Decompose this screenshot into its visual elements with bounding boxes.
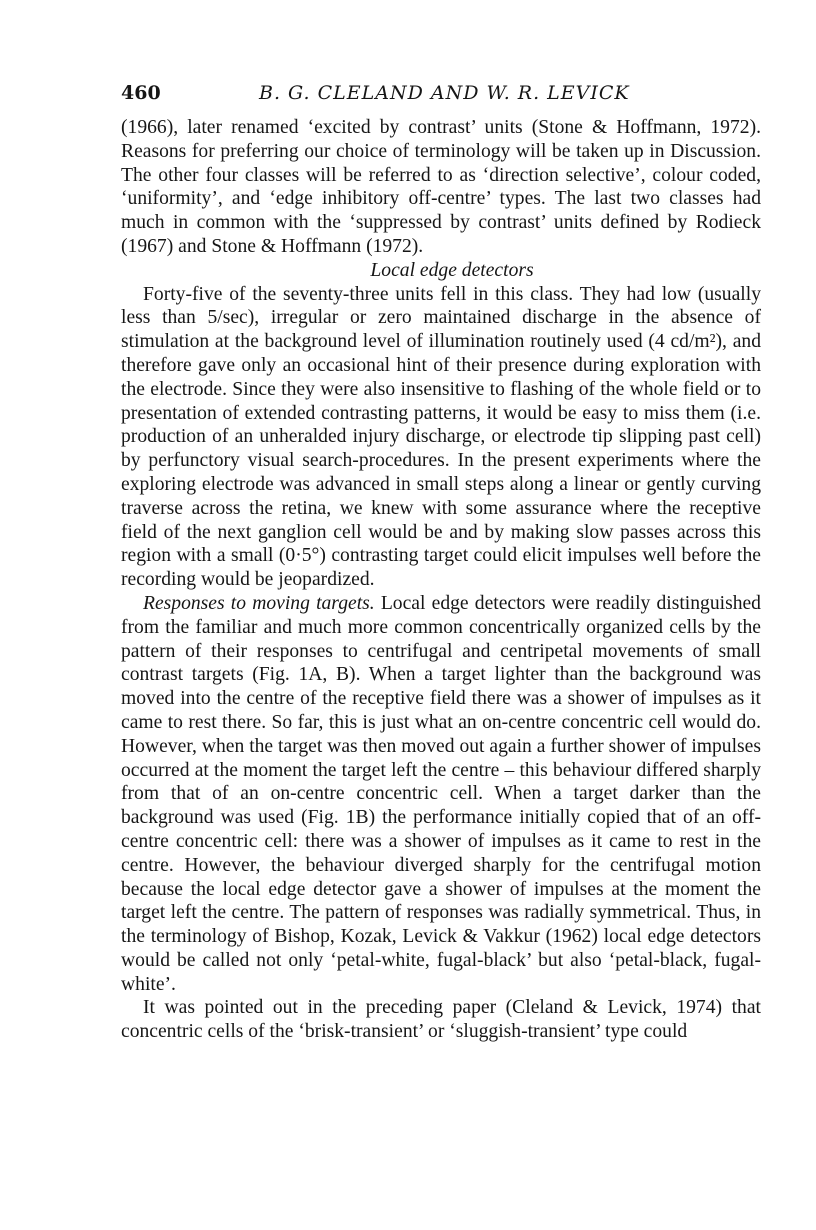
article-body bbox=[121, 116, 761, 1044]
run-in-heading: Responses to moving targets. bbox=[143, 592, 375, 614]
paragraph-continued: (1966), later renamed ‘excited by contrast’ units (Stone & Hoffmann, 1972). Reasons for preferring our choice of terminology will be taken up in Discussion. The other four classes will be referred to as ‘direction selective’, colour coded, ‘uniformity’, and ‘edge inhibitory off-centre’ types. The last two classes had much in common with the ‘suppressed by contrast’ units defined by Rodieck (1967) and Stone & Hoffmann (1972). bbox=[121, 117, 761, 257]
section-heading: Local edge detectors bbox=[370, 259, 534, 281]
paragraph-text: Local edge detectors were readily distinguished from the familiar and much more common concentrically organized cells by the pattern of their responses to centrifugal and centripetal movements of small contrast targets (Fig. 1A, B). When a target lighter than the background was moved into the centre of the receptive field there was a shower of impulses as it came to rest there. So far, this is just what an on-centre concentric cell would do. However, when the target was then moved out again a further shower of impulses occurred at the moment the target left the centre – this behaviour differed sharply from that of an on-centre concentric cell. When a target darker than the background was used (Fig. 1B) the performance initially copied that of an off-centre concentric cell: there was a shower of impulses as it came to rest in the centre. However, the behaviour diverged sharply for the centrifugal motion because the local edge detector gave a shower of impulses at the moment the target left the centre. The pattern of responses was radially symmetrical. Thus, in the terminology of Bishop, Kozak, Levick & Vakkur (1962) local edge detectors would be called not only ‘petal-white, fugal-black’ but also ‘petal-black, fugal-white’. bbox=[121, 592, 761, 995]
paragraph-preceding-paper: It was pointed out in the preceding paper (Cleland & Levick, 1974) that concentric cells of the ‘brisk-transient’ or ‘sluggish-transient’ type could bbox=[121, 997, 761, 1043]
page-number: 460 bbox=[121, 82, 161, 104]
page-header bbox=[121, 82, 761, 112]
running-head: B. G. CLELAND AND W. R. LEVICK bbox=[259, 82, 630, 104]
paragraph-responses-to-moving-targets bbox=[121, 592, 761, 997]
paragraph-local-edge-detectors: Forty-five of the seventy-three units fell in this class. They had low (usually less than 5/sec), irregular or zero maintained discharge in the absence of stimulation at the background level of illumination routinely used (4 cd/m²), and therefore gave only an occasional hint of their presence during exploration with the electrode. Since they were also insensitive to flashing of the whole field or to presentation of extended contrasting patterns, it would be easy to miss them (i.e. production of an unheralded injury discharge, or electrode tip slipping past cell) by perfunctory visual search-procedures. In the present experiments where the exploring electrode was advanced in small steps along a linear or gently curving traverse across the retina, we knew with some assurance where the receptive field of the next ganglion cell would be and by making slow passes across this region with a small (0·5°) contrasting target could elicit impulses well before the recording would be jeopardized. bbox=[121, 283, 761, 591]
